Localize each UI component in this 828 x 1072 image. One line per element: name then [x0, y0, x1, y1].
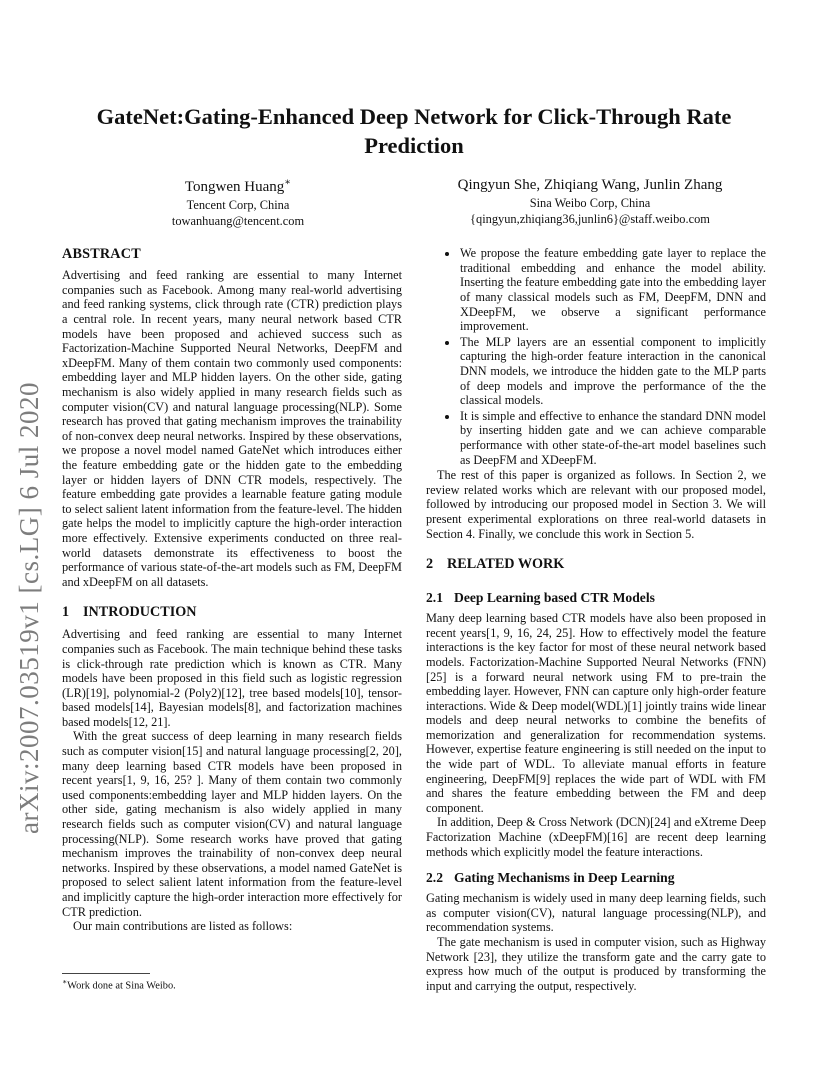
footnote-text [62, 977, 402, 993]
subsection-heading-2-2 [426, 870, 766, 886]
contribution-item: • The MLP layers are an essential component to implicitly capturing the high-order feature interaction in the canonical DNN models, we introduce the hidden gate to the MLP parts of deep models and improve the performance of the the classical models. [459, 335, 766, 408]
paper-outline-paragraph: The rest of this paper is organized as follows. In Section 2, we review related works which are relevant with our proposed model, followed by introducing our proposed model in Section 3. We will present experimental explorations on three real-world datasets in Section 4. Finally, we conclude this work in Section 5. [426, 468, 766, 541]
paper-content [62, 0, 766, 993]
paper-title: GateNet:Gating-Enhanced Deep Network for Click-Through Rate Prediction [96, 104, 732, 159]
footnote [62, 963, 402, 993]
abstract-heading: ABSTRACT [62, 246, 141, 263]
contribution-list [426, 246, 766, 468]
authors-row [62, 176, 766, 230]
section-2-2-paragraph-1: Gating mechanism is widely used in many deep learning fields, such as computer vision(CV), natural language processing(NLP), and recommendation systems. [426, 891, 766, 935]
right-column [426, 246, 766, 993]
author-block-1 [62, 176, 414, 230]
author-affiliation: Sina Weibo Corp, China [529, 196, 651, 210]
section-2-1-paragraph-1: Many deep learning based CTR models have also been proposed in recent years[1, 9, 16, 24, 25]. How to effectively model the feature interactions is the key factor for most of these neural network based models. Factorization-Machine Supported Neural Networks (FNN)[25] is a forward neural network using FM to pre-train the embedding layer. However, FNN can capture only high-order feature interactions. Wide & Deep model(WDL)[1] jointly trains wide linear models and deep neural networks to combine the benefits of memorization and generalization for recommendation systems. However, expertise feature engineering is still needed on the input to the wide part of WDL. To alleviate manual efforts in feature engineering, DeepFM[9] replaces the wide part of WDL with FM and shares the feature embedding between the FM and deep component. [426, 611, 766, 815]
section-2-2-paragraph-2: The gate mechanism is used in computer vision, such as Highway Network [23], they utilize the transform gate and the carry gate to express how much of the output is produced by transforming the input and carrying the output, respectively. [426, 935, 766, 993]
left-column [62, 246, 402, 993]
subsection-title: Gating Mechanisms in Deep Learning [454, 870, 675, 886]
author-name [62, 176, 414, 198]
subsection-number: 2.2 [426, 870, 443, 886]
section-2-1-paragraph-2: In addition, Deep & Cross Network (DCN)[24] and eXtreme Deep Factorization Machine (xDeepFM)[16] are recent deep learning methods which explicitly model the feature interactions. [426, 815, 766, 859]
abstract-text: Advertising and feed ranking are essential to many Internet companies such as Facebook. Among many real-world advertising and feed ranking systems, click through rate (CTR) prediction plays a central role. In recent years, many neural network based CTR models have been proposed and achieved success such as Factorization-Machine Supported Neural Networks, DeepFM and xDeepFM. Many of them contain two commonly used components: embedding layer and MLP hidden layers. On the other side, gating mechanism is also widely applied in many research fields such as computer vision(CV) and natural language processing(NLP). Some research has proved that gating mechanism improves the trainability of non-convex deep neural networks. Inspired by these observations, we propose a novel model named GateNet which introduces either the feature embedding gate or the hidden gate to the embedding layer or hidden layers of DNN CTR models, respectively. The feature embedding gate provides a learnable feature gating module to select salient latent information from the feature-level. The hidden gate helps the model to implicitly capture the high-order interaction more effectively. Extensive experiments conducted on three real-world datasets demonstrate its effectiveness to boost the performance of various state-of-the-art models such as FM, DeepFM and xDeepFM on all datasets. [62, 268, 402, 589]
subsection-heading-2-1 [426, 590, 766, 606]
section-number: 2 [426, 556, 434, 573]
section-title: RELATED WORK [447, 556, 565, 573]
subsection-title: Deep Learning based CTR Models [454, 590, 655, 606]
section-title: INTRODUCTION [83, 604, 197, 621]
intro-paragraph-3: Our main contributions are listed as follows: [73, 919, 293, 934]
section-number: 1 [62, 604, 70, 621]
footnote-rule [62, 973, 150, 974]
contribution-item: • We propose the feature embedding gate layer to replace the traditional embedding and enhance the model ability. Inserting the feature embedding gate into the embedding layer of many classical models such as FM, DeepFM, DNN and XDeepFM, we observe a significant performance improvement. [459, 246, 766, 334]
author-footnote-marker: ∗ [284, 176, 292, 188]
section-heading-related-work [426, 556, 766, 573]
subsection-number: 2.1 [426, 590, 443, 606]
author-email: {qingyun,zhiqiang36,junlin6}@staff.weibo.com [470, 212, 710, 227]
author-email: towanhuang@tencent.com [171, 214, 305, 229]
arxiv-watermark: arXiv:2007.03519v1 [cs.LG] 6 Jul 2020 [14, 382, 44, 834]
two-column-body [62, 246, 766, 993]
intro-paragraph-1: Advertising and feed ranking are essential to many Internet companies such as Facebook. The main technique behind these tasks is click-through rate prediction which is known as CTR. Many models have been proposed in this field such as logistic regression (LR)[19], polynomial-2 (Poly2)[12], tree based models[10], tensor-based models[14], Bayesian models[8], and factorization machines based models[12, 21]. [62, 627, 402, 729]
author-name-text: Tongwen Huang [184, 178, 285, 195]
footnote-marker: ∗ [62, 977, 68, 987]
author-affiliation: Tencent Corp, China [186, 198, 290, 212]
author-block-2 [414, 176, 766, 230]
intro-paragraph-2: With the great success of deep learning in many research fields such as computer vision[15] and natural language processing[2, 20], many deep learning based CTR models have been proposed in recent years[1, 9, 16, 25? ]. Many of them contain two commonly used components:embedding layer and MLP hidden layers. On the other side, gating mechanism is also widely applied in many research fields such as computer vision(CV) and natural language processing(NLP). Some research works have proved that gating mechanism improves the trainability of non-convex deep neural networks. Inspired by these observations, a model named GateNet is proposed to select salient latent information from the feature-level and implicitly capture the high-order interaction more effectively for CTR prediction. [62, 729, 402, 919]
section-heading-introduction [62, 604, 402, 621]
author-name: Qingyun She, Zhiqiang Wang, Junlin Zhang [457, 176, 723, 193]
contribution-item: • It is simple and effective to enhance the standard DNN model by inserting hidden gate and we can achieve comparable performance with other state-of-the-art model baselines such as DeepFM and XDeepFM. [459, 409, 766, 467]
footnote-body: Work done at Sina Weibo. [67, 980, 176, 992]
